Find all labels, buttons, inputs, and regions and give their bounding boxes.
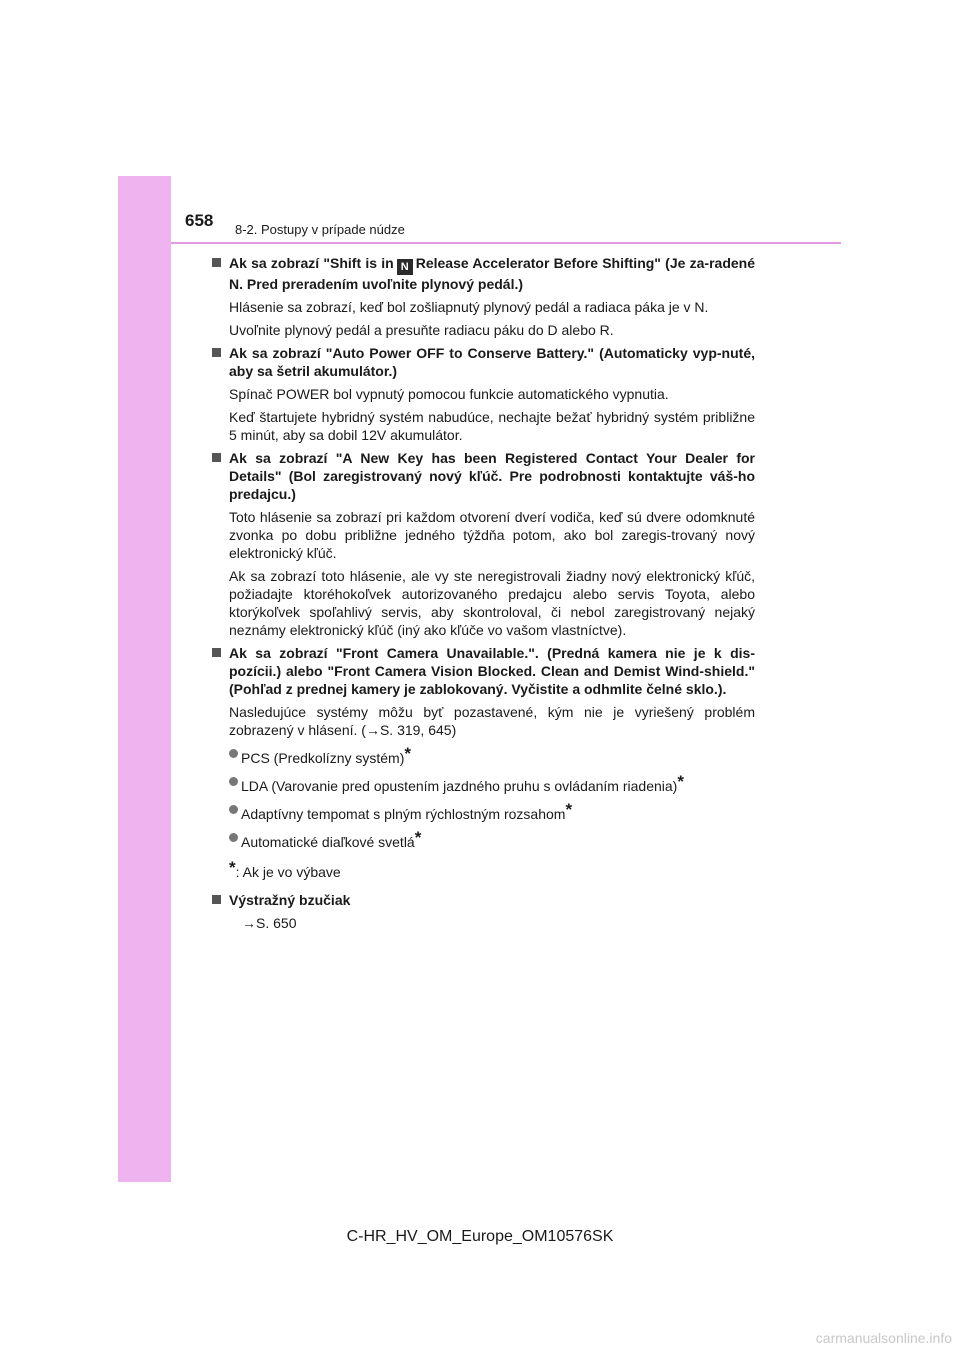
item-heading: Ak sa zobrazí "Shift is in N Release Accelerator Before Shifting" (Je za-radené N. Pred preradením uvoľnite plynový pedál.) [229,255,755,292]
asterisk: * [414,828,422,847]
item-heading: Ak sa zobrazí "Auto Power OFF to Conserve Battery." (Automaticky vyp-nuté, aby sa šetril akumulátor.) [229,345,755,379]
item-heading: Výstražný bzučiak [229,892,351,908]
item-paragraph: Ak sa zobrazí toto hlásenie, ale vy ste neregistrovali žiadny nový elektronický kľúč, požiadajte ktoréhokoľvek autorizovaného predajcu alebo servis Toyota, alebo ktorýkoľvek spoľahlivý servis, aby skontroloval, či nebol zaregistrovaný nejaký neznámy elektronický kľúč (iný ako kľúče vo vašom vlastníctve). [229,568,755,638]
page-reference: →S. 650 [242,915,297,931]
item-auto-power-off [210,344,755,444]
watermark: carmanualsonline.info [815,1330,952,1346]
asterisk: * [677,772,684,791]
square-bullet-icon [212,258,221,267]
round-bullet-icon [229,833,238,842]
item-paragraph: Spínač POWER bol vypnutý pomocou funkcie automatického vypnutia. [229,386,669,402]
content [210,254,755,937]
square-bullet-icon [212,453,221,462]
n-key-icon: N [397,259,413,275]
page-number: 658 [185,211,214,230]
item-warning-buzzer [210,891,755,932]
asterisk: * [565,800,573,819]
list-item: LDA (Varovanie pred opustením jazdného pruhu s ovládaním riadenia)* [229,773,755,795]
list-item: PCS (Predkolízny systém)* [229,745,755,767]
item-paragraph: Hlásenie sa zobrazí, keď bol zošliapnutý plynový pedál a radiaca páka je v N. [229,299,709,315]
document-code-footer: C-HR_HV_OM_Europe_OM10576SK [346,1228,614,1245]
square-bullet-icon [212,648,221,657]
section-header: 8-2. Postupy v prípade núdze [235,222,405,237]
item-paragraph: Uvoľnite plynový pedál a presuňte radiacu páku do D alebo R. [229,322,614,338]
round-bullet-icon [229,777,238,786]
list-item: Automatické diaľkové svetlá* [229,829,755,851]
item-paragraph: Keď štartujete hybridný systém nabudúce, nechajte bežať hybridný systém približne 5 minút, aby sa dobil 12V akumulátor. [229,409,755,443]
list-item: Adaptívny tempomat s plným rýchlostným rozsahom* [229,801,755,823]
square-bullet-icon [212,895,221,904]
item-front-camera [210,644,755,881]
item-new-key-registered [210,449,755,639]
item-paragraph: Toto hlásenie sa zobrazí pri každom otvorení dverí vodiča, keď sú dvere odomknuté zvonka po dobu približne jedného týždňa potom, ako bol zaregis-trovaný nový elektronický kľúč. [229,509,755,561]
footnote: *: Ak je vo výbave [229,858,341,880]
item-shift-in-n [210,254,755,339]
round-bullet-icon [229,805,238,814]
header-rule [171,242,841,244]
square-bullet-icon [212,348,221,357]
item-heading: Ak sa zobrazí "A New Key has been Registered Contact Your Dealer for Details" (Bol zaregistrovaný nový kľúč. Pre podrobnosti kontaktujte váš-ho predajcu.) [229,450,755,502]
round-bullet-icon [229,749,238,758]
item-paragraph: Nasledujúce systémy môžu byť pozastavené, kým nie je vyriešený problém zobrazený v hlásení. (→S. 319, 645) [229,704,755,738]
asterisk: * [404,744,411,763]
chapter-tab-band [118,176,171,1182]
item-heading: Ak sa zobrazí "Front Camera Unavailable.". (Predná kamera nie je k dis-pozícii.) alebo "Front Camera Vision Blocked. Clean and Demist Wind-shield." (Pohľad z prednej kamery je zablokovaný. Vyčistite a odhmlite čelné sklo.). [229,645,755,697]
